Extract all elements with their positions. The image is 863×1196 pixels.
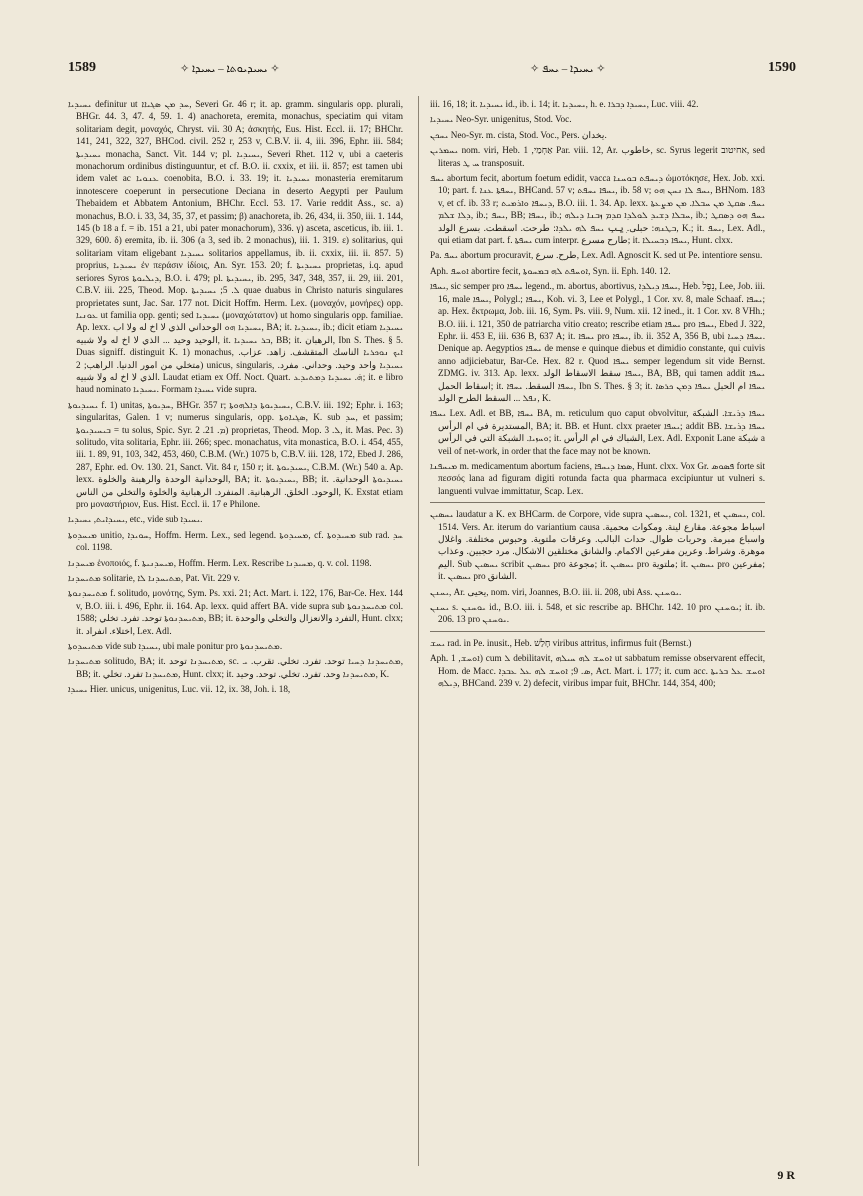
dictionary-entry: ܝܚܡܪܝܢ nom. viri, Heb. אַחְמַי, 1 Par. viii. 12, Ar. خاطوب, sc. Syrus legerit אחיטוב, sed literas ܚ ܛ transposuit. (430, 145, 765, 168)
dictionary-entry: ܝܚܝܕܐ Hier. unicus, unigenitus, Luc. vii. 12, ix. 38, Joh. i. 18, (68, 684, 291, 695)
right-running-head: ✧ ܝܚܝܕܐ ‒ ܝܚܦ ✧ (530, 63, 606, 75)
dictionary-entry: ܝܚܟܢ Neo-Syr. m. cista, Stod. Voc., Pers. یخدان. (430, 129, 607, 140)
right-column (430, 98, 765, 692)
dictionary-entry: ܡܬܝܚܕܢܐ solitarie, ܡܬܝܚܕܢܐ ܠܐ, Pat. Vit. 229 v. (68, 573, 240, 584)
signature-mark: 9 R (777, 1168, 795, 1182)
dictionary-entry: ܡܬܝܚܕܘܬܐ vide sub ܝܚܝܕܐ, ubi male ponitur pro ܡܬܝܚܕܢܘܬܐ. (68, 641, 283, 652)
left-column (68, 98, 403, 699)
dictionary-entry: Aph. ܐܘܚܦ abortire fecit, ܐܘܚܦܬ ܠܗ ܒܡܚܘܬܐ, Syn. ii. Eph. 140. 12. (430, 265, 671, 276)
left-running-head: ✧ ܝܚܝܕܝܘܬܐ ‒ ܝܚܝܕܐ ✧ (180, 63, 280, 75)
dictionary-entry: ܝܚܝܕܝܘܬܐ f. 1) unitas, ܚܕܝܘܬܐ, BHGr. 357 r; ܝܚܝܕܝܘܬܐ ܕܐܠܗܘܬܐ, C.B.V. iii. 192; Ephr. i. 163; singularitas, Galen. 1 v; numerus singularis, opp. ܣܓܝܐܘܬܐ, K. sub ܚܕ, et passim; ܒܝܚܝܕܝܘܬܐ = tu solus, Spic. Syr. ܡ. 21. 2) proprietas, Theod. Mop. ܠ. 3, it. Mas. Pec. 3) solitudo, vita solitaria, Ephr. iii. 266; spec. monachatus, vita monastica, B.O. i. 454, 455, iii. 1. 89, 91, 103, 342, 453, 460, C.B.M. (Wr.) 1075 b, C.B.V. iii. 128, 172, Ebed J. 286, 287, Ephr. ed. Ov. 130. 21, Sanct. Vit. 84 r, 150 r; it. ܝܚܝܕܝܘܬܐ, C.B.M. (Wr.) 540 a. Ap. lexx. الوحدانية الوحدة والرهبنة والخلوة, BA; it. ܝܚܝܕܝܘܬܐ, BB; it. ܝܚܝܕܝܘܬܐ الوحدانية. الوحود. الخلق. الرهبانية. المنفرد. الرهبانية والخلوة والتخلي من الناس, K. Exstat etiam pro μοναστήριον, Eus. Hist. Eccl. ii. 17 e Philone. (68, 399, 404, 509)
dictionary-entry: ܡܝܚܕܘܬܐ unitio, ܚܘܝܕܐ, Hoffm. Herm. Lex., sed legend. ܡܚܝܕܘܬܐ, cf. ܡܚܝܕܘܬܐ sub rad. ܚܕ col. 1198. (68, 529, 403, 553)
dictionary-entry: Aph. ܐܘܚܫ, 1) cum ܠ debilitavit, ܐܘܚܫ ܠܗ ܚܝܠܗ ut sabbatum remisse observarent effecit, Hom. de Macc. ܣ. 9; ܐܘܚܫ ܠܗ ܥܠ ܥܒܕܐ, Act. Mart. i. 177; it. cum acc. ܐܘܚܫ ܥܠ ܒܪܝܬܐ ܕܝܠܗ, BHCand. 239 v. 2) defecit, viribus impar fuit, BHChr. 144, 354, 400; (430, 653, 765, 689)
dictionary-entry: ܝܚܝܕܐܝܬ, ܝܚܝܕܝܐ, etc., vide sub ܝܚܝܕܐ. (68, 514, 203, 525)
dictionary-entry: ܝܚܦ abortum fecit, abortum foetum edidit, vacca ܕܝܚܦܬ ܒܘܚܢܐ ὠμοτόκησε, Hex. Job. xxi. 10; part. f. ܝܚܦܬܐ ܥܢܐ, BHCand. 57 v; ܝܚܦܐ ܝܚܦܬ, ib. 58 v; ܝܚܦ ܠܐ ܢܚܢ ܗܘ, BHNom. 183 v, et cf. ib. 33 r; ܕܝܚܦܐ ܘܐܪܡܝܬ, B.O. iii. 1. 34. Ap. lexx. ܝܚܦ. ܣܩܛ ܡܢ ܚܒܠܐ. ܡܢ ܡܨܥܬܐ ܕܠܐ ܫܠܡ, ib.; ܝܚܦ, BB; ܝܚܦܐ, ib.; ܚܒܠܐ ܕܫܝܕ ܠܘܠܕܐ ܩܕܡ ܙܒܢܐ ܕܝܠܗ, ib.; ܝܚܦ ܗܘ ܕܣܩܛ ܒܛܢܗ: حبلى. ݂ݐݕ ܝܚܦ ܠܗ ܝܠܕܐ: طرحت. اسقطت. بسرع الولد, K.; it. ܝܚܦ, Lex. Adl., qui etiam dat part. f. ܝܚܦܬܐ cum interpr. طارح مسرع; it. ܝܚܦܐ ܕܒܚܝܠܐ, Hunt. clxx. (430, 173, 766, 246)
dictionary-entry: ܝܚܝܕܝܐ Neo-Syr. unigenitus, Stod. Voc. (430, 114, 572, 125)
dictionary-entry: ܝܚܝܕܝܐ definitur ut ܚܕ ܡܢ ܣܓܝܐܐ, Severi Gr. 46 r; it. ap. gramm. singularis opp. plurali, BHGr. 44. 3, 47. 4, 59. 1. 4) anachoreta, eremita, monachus, speciatim qui vitam solitariam degit, μοναχός, Chryst. vii. 30 A; ἀσκητής, Eus. Hist. Eccl. ii. 17; BHChr. 141, 241, 322, 327, BHCod. civil. 252 r, 253 v, C.B.V. ii. 4, iii. 396, Ephr. iii. 584; ܝܚܝܕܝܬܐ monacha, Sanct. Vit. 144 v; pl. ܝܚܝܕܝܐ, Severi Rhet. 112 v, ubi a caeteris monachorum ordinibus distinguuntur, et cf. B.O. ii. cxxix, et iii. ii. 857; est tamen ubi idem valet ac ܥܢܘܝܐ coenobita, B.O. i. 33. 19; it. ܝܚܝܕܝܐ monasteria eremitarum innotescere coeperunt in persecutione Deciana in deserto Aegypti per Paulum Thebaidem et Abbatem Antonium, BHChr. Eccl. 53. 17. Varie reddit Ass., sc. a) monachus, B.O. i. 33, 34, 35, 37, et passim; β) anachoreta, ib. 26, 434, ii. 350, iii. 1. 144, 145 (b 18 a f. = ib. 151 a 21, ubi pater monachorum), 336. γ) asceta, asceticus, ib. iii. 1. 329, 600. δ) eremita, ib. ii. 306 (a 3, sed ib. 2 monachus), iii. 1. 319. ε) solitarius, qui solitariam vitam eligebant ܝܚܝܕܝܐ solitarios appellamus, ib. ii. cxxix, iii. ii. 857. 5) proprius, ܝܚܝܕܝܐ ἐν περάσιν ἰδίοις, An. Syr. 153. 20; f. ܝܚܝܕܝܬܐ proprietas, i.q. apud seriores Syros ܕܝܠܝܘܬܐ, B.O. i. 479; pl. ܝܚܝܕܝܬܐ, ib. 295, 347, 348, 357, ii. 29, iii. 201, C.B.V. iii. 225, Theod. Mop. ܠ. 5; ܝܚܝܕܝܬܐ quae duabus in Christo naturis singulares proprietates sunt, Jac. Sar. 177 not. Dicit Hoffm. Herm. Lex. (μοναχόν, μονήρες) opp. ܥܘܢܝܐ ut familia opp. genti; sed ܝܚܝܕܝܐ (μοναχώτατον) ut homo singularis opp. familiae. Ap. lexx. ܝܚܝܕܝܐ ܗܘ الوحداني الذي لا اخ له ولا اب, BA; it. ܝܚܝܕܝܐ, ib.; dicit etiam ܝܚܝܕܝܐ الوحيد وحيد ... الذي لا اخ له ولا شبيه, it. ܒܪ ܝܚܝܕܝܐ, BB; it. الرهبان, Ibn S. Thes. § 5. Duas signiff. distinguit K. 1) monachus, ܐܝܟ ܢܘܟܪܝܐ الناسك المتقشف. زاهد. عزاب. متخلي من امور الدنيا. الراهب; 2) unicus, singularis, ܝܚܝܕܝܐ واحد وحيد. وحداني. مفرد. الذي لا اخ له ولا شبيه. Laudat etiam ex Off. Noct. Quart. ܗ̇. ܝܚܝܕܝܐ ܕܡܬܝܕܥ; it. e libro haud nominato ܝܚܝܕܝܐ. Formam ܝܚܝܕܐ vide supra. (68, 99, 404, 395)
dictionary-entry: ܝܚܢܢ, Ar. يحيى, nom. viri, Joannes, B.O. iii. ii. 208, ubi Ass. ܝܘܚܢܢ. (430, 586, 682, 597)
page-header (60, 60, 800, 82)
entry-separator (430, 631, 765, 632)
dictionary-entry: iii. 16, 18; it. ܝܚܝܕܝܐ id., ib. i. 14; it. ܝܚܝܕܝܐ, h. e. ܝܚܝܕܐ ܕܒܪܐ, Luc. viii. 42. (430, 99, 699, 109)
column-divider (418, 96, 419, 1166)
right-page-number: 1590 (768, 60, 796, 75)
dictionary-entry: ܝܚܦܐ Lex. Adl. et BB, ܝܚܦܐ BA, m. reticulum quo caput obvolvitur, ܝܚܦܐ ܕܪܝܫܐ. الشبكة المستديرة في ام الرأس, BA; it. BB. et Hunt. clxx praeter ܝܚܦܐ; addit BB. ܝܚܦܐ ܕܪܝܫܐ ܘܚܙܝܐ. الشبكة التي في الرأس; it. الشباك في ام الرأس, Lex. Adl. Exponit Lane شبكة a veil of net-work, in order that the face may not be known. (430, 408, 766, 456)
dictionary-entry: ܡܝܚܕܢܐ ἑνοποιός, f. ܡܝܚܕܢܝܬܐ, Hoffm. Herm. Lex. Rescribe ܡܚܝܕܢܐ, q. v. col. 1198. (68, 557, 372, 568)
dictionary-entry: ܡܬܝܚܕܢܘܬܐ f. solitudo, μονότης, Sym. Ps. xxi. 21; Act. Mart. i. 122, 176, Bar-Ce. Hex. 144 v, B.O. iii. i. 496, Ephr. ii. 164. Ap. lexx. quid affert BA. vide supra sub ܡܬܝܚܕܢܘܬܐ col. 1588; ܡܬܝܚܕܢܘܬܐ توحد. تفرد. تخلي, BB; it. التفرد والانعزال والتخلي والوحدة, Hunt. clxx; it. اختلاء. انفراد, Lex. Adl. (68, 588, 403, 636)
left-page-number: 1589 (68, 60, 96, 75)
dictionary-entry: ܝܚܦܐ, sic semper pro ܝܚܦܐ legend., m. abortus, abortivus, ܝܚܦܐ ܕܝܠܕܐ, Heb. נֵפֶל, Lee, Job. iii. 16, male ܝܚܦܐ, Polygl.; ܝܚܦܐ, Koh. vi. 3, Lee et Polygl., 1 Cor. xv. 8, male Schaaf. ܝܚܦܐ; ap. Hex. ἔκτρωμα, Job. iii. 16, Sym. Ps. viii. 9, Num. xii. 12 ined., it. 1 Cor. xv. 8 VHh.; B.O. iii. i. 121, 350 de patriarcha vitio creato; rescribe etiam ܝܚܦܐ pro ܝܚܦܐ, Ebed J. 322, Ephr. ii. 453 E, iii. 636 B, 637 A; it. ܝܚܦܐ pro ܝܚܦܐ, ib. ii. 352 A, 356 B, ubi ܝܚܦܐ ܕܚܝܐ. Denique ap. Aegyptios ܝܚܦܐ de mense e quinque diebus et dimidio constante, qui cuivis anno adjiciebatur, Bar-Ce. Hex. 82 r. Quod ܝܚܦܐ semper legendum sit vide Bernst. ZDMG. iv. 313. Ap. lexx. ܝܚܦܐ سقط الاسقاط الولد, BA, BB, qui tamen addit ܝܚܦܐ اسقاط الحمل; it. ܝܚܦܐ السقط. ܝܚܦܐ, Ibn S. Thes. § 3; it. ܝܚܦܐ ام الحبل ܝܚܦܐ ܕܡܢ ܟܪܣܐ ܢܦܠ ... السقط الطرح الولد, K. (430, 281, 766, 403)
dictionary-entry: ܡܬܝܚܕܢܐ solitudo, BA; it. ܡܬܝܚܕܢܐ توحد, sc. ܡܬܝܚܕܢܐ ܕܚܝܐ توحد. تفرد. تخلي. تقرب. ܝ, BB; it. ܡܬܝܚܕܢܐ تفرد. تخلي, Hunt. clxx; it. ܡܬܝܚܕܢܐ وحد. تفرد. تخلي. توحد. وحيد, K. (68, 656, 404, 679)
dictionary-entry: ܝܚܣܝܢ laudatur a K. ex BHCarm. de Corpore, vide supra ܝܚܣܝܢ, col. 1321, et ܝܚܣܝܢ, col. 1514. Vers. Ar. iterum do variantium causa اسباط مجوعة. مقارع لينة. ومكوات محمية. واسباع مبرمة. وحربات طوال. حدات البالب. وعرقات ملتوية. وحبوس مختلفة. واغلال موهرة. وشراط. وعرين مفرعين الاكمام. والشانق مختلقين الاشكال. مرد حجبين. وعذاب اليم. Sub ܝܚܣܝܢ scribit ܝܚܣܝܢ pro مجوعة; it. ܝܚܣܝܢ pro ملتوية; it. ܝܚܣܝܢ pro مفرعين; it. ܝܚܣܝܢ pro الشانق. (430, 509, 766, 582)
dictionary-entry: ܡܝܚܦܢܐ m. medicamentum abortum faciens, ܣܡܐ ܕܝܚܦܐ, Hunt. clxx. Vox Gr. ܦܣܘܣ forte sit πεσσός lana ad figuram digiti rotunda facta qua pharmaca excipiuntur ut vulneri s. languenti vulvae immittatur, Scap. Lex. (430, 460, 765, 496)
entry-separator (430, 502, 765, 503)
dictionary-entry: Pa. ܝܚܦ abortum procuravit, طرح. سرع, Lex. Adl. Agnoscit K. sed ut Pe. intentiore sensu. (430, 250, 763, 261)
dictionary-entry: ܝܚܢܢ s. ܝܘܚܢܢ id., B.O. iii. i. 548, et sic rescribe ap. BHChr. 142. 10 pro ܝܘܚܢܢ; it. ib. 206. 13 pro ܝܘܚܢܢ. (430, 602, 765, 625)
dictionary-entry: ܝܚܫ rad. in Pe. inusit., Heb. חָלַשׁ viribus attritus, infirmus fuit (Bernst.) (430, 637, 692, 648)
